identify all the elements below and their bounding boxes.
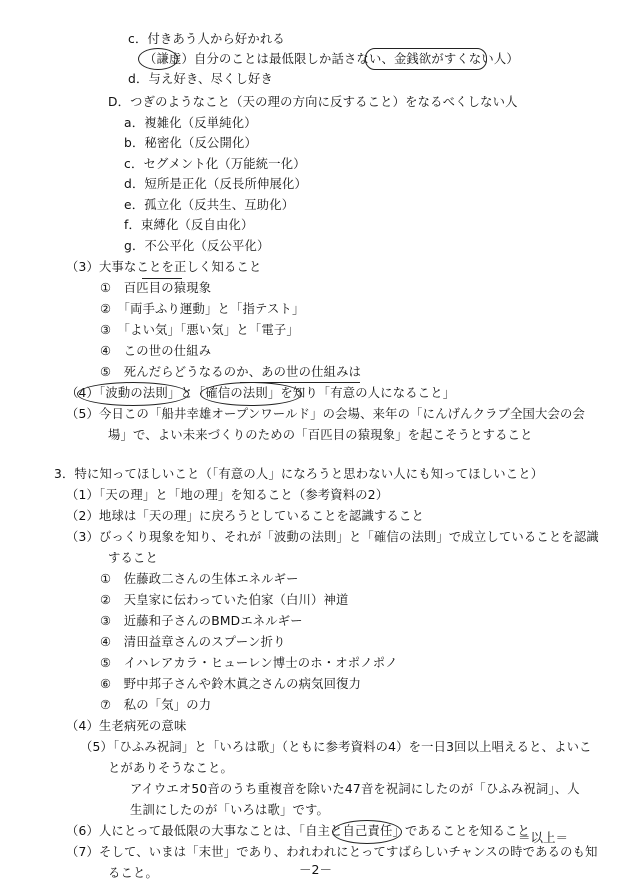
text-line: d．短所是正化（反長所伸展化） — [124, 177, 307, 191]
text-line: f．束縛化（反自由化） — [124, 218, 254, 232]
text-line: （4）「波動の法則」と「確信の法則」を知り「有意の人になること」 — [66, 386, 456, 400]
text-line: （7）そして、いまは「末世」であり、われわれにとってすばらしいチャンスの時であるのも知 — [66, 845, 598, 859]
text-line: すること — [108, 551, 158, 565]
text-line: （6）人にとって最低限の大事なことは、「自主と自己責任」であることを知ること — [66, 824, 531, 838]
text-line: ④ この世の仕組み — [100, 344, 212, 358]
text-line: ① 百匹目の猿現象 — [100, 281, 212, 295]
text-line: c．セグメント化（万能統一化） — [124, 157, 306, 171]
text-line: D．つぎのようなこと（天の理の方向に反すること）をなるべくしない人 — [108, 95, 518, 109]
text-line: e．孤立化（反共生、互助化） — [124, 198, 295, 212]
section-heading: 3．特に知ってほしいこと（「有意の人」になろうと思わない人にも知ってほしいこと） — [54, 467, 544, 481]
text-line: （3）大事なことを正しく知ること — [66, 260, 262, 274]
text-line: ること。 — [108, 866, 158, 880]
text-line: （4）生老病死の意味 — [66, 719, 187, 733]
text-line: ⑦ 私の「気」の力 — [100, 698, 212, 712]
text-line: ④ 清田益章さんのスプーン折り — [100, 635, 286, 649]
text-line: ⑤ イハレアカラ・ヒューレン博士のホ・オポノポノ — [100, 656, 398, 670]
text-line: （5）「ひふみ祝詞」と「いろは歌」（ともに参考資料の4）を一日3回以上唱えると、よいこ — [80, 740, 592, 754]
text-line: ③ 「よい気」「悪い気」と「電子」 — [100, 323, 299, 337]
text-line: g．不公平化（反公平化） — [124, 239, 270, 253]
text-line: d．与え好き、尽くし好き — [128, 72, 273, 86]
text-line: （3）びっくり現象を知り、それが「波動の法則」と「確信の法則」で成立していることを認識 — [66, 530, 599, 544]
text-line: 生訓にしたのが「いろは歌」です。 — [130, 803, 329, 817]
text-line: b．秘密化（反公開化） — [124, 136, 257, 150]
handwritten-underline — [142, 278, 182, 279]
page-number: －2－ — [299, 862, 332, 877]
text-line: ② 「両手ふり運動」と「指テスト」 — [100, 302, 305, 316]
text-line: アイウエオ50音のうち重複音を除いた47音を祝詞にしたのが「ひふみ祝詞」、人 — [130, 782, 580, 796]
text-line: （1）「天の理」と「地の理」を知ること（参考資料の2） — [66, 488, 389, 502]
text-line: ② 天皇家に伝わっていた伯家（白川）神道 — [100, 593, 349, 607]
text-line: ⑥ 野中邦子さんや鈴木眞之さんの病気回復力 — [100, 677, 362, 691]
handwritten-underline — [240, 382, 360, 383]
text-line: （2）地球は「天の理」に戻ろうとしていることを認識すること — [66, 509, 424, 523]
text-line: c．付きあう人から好かれる — [128, 32, 285, 46]
text-line: 場」で、よい未来づくりのための「百匹目の猿現象」を起こそうとすること — [108, 428, 533, 442]
text-line: （謙虚）自分のことは最低限しか話さない、金銭欲がすくない人） — [144, 52, 519, 66]
text-line: とがありそうなこと。 — [108, 761, 233, 775]
text-line: ⑤ 死んだらどうなるのか、あの世の仕組みは — [100, 365, 362, 379]
text-line: a．複雑化（反単純化） — [124, 116, 257, 130]
closing-mark: ＝以上＝ — [518, 830, 569, 845]
text-line: （5）今日この「船井幸雄オープンワールド」の会場、来年の「にんげんクラブ全国大会の会 — [66, 407, 586, 421]
text-line: ③ 近藤和子さんのBMDエネルギー — [100, 614, 303, 628]
text-line: ① 佐藤政二さんの生体エネルギー — [100, 572, 299, 586]
